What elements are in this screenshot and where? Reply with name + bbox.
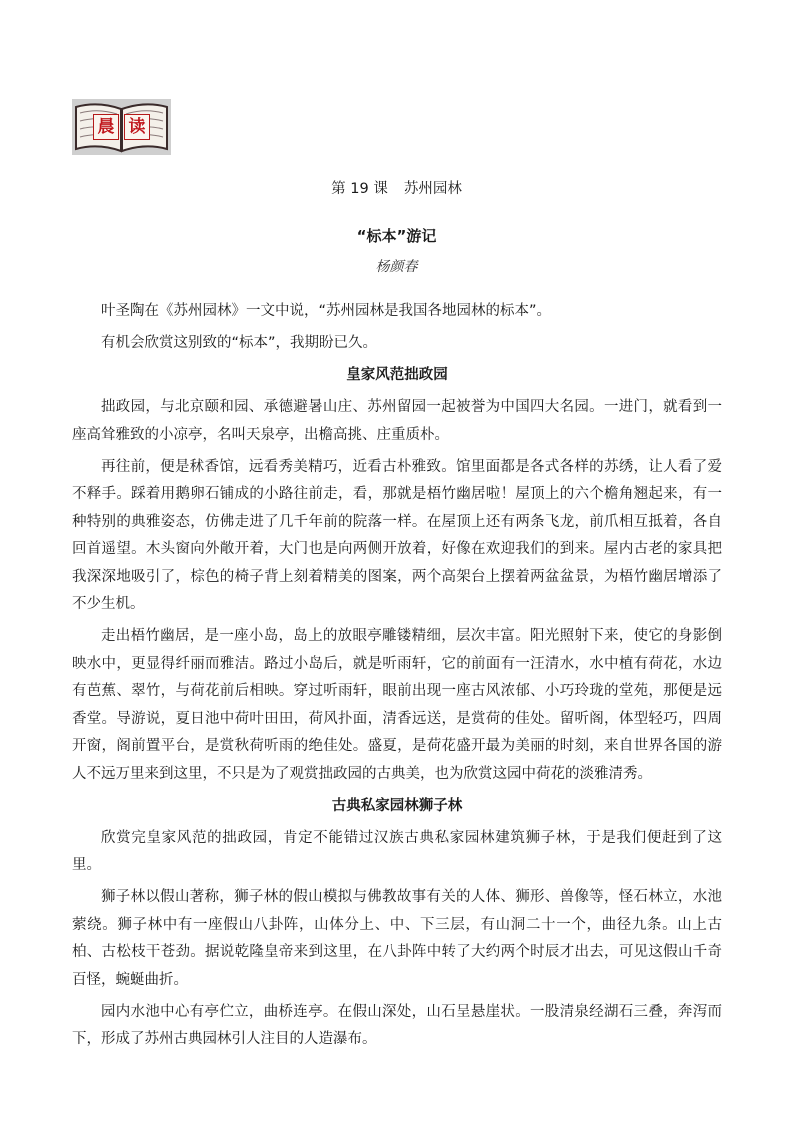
lesson-name: 苏州园林	[403, 181, 462, 197]
chendu-logo	[72, 99, 171, 155]
intro-paragraph: 有机会欣赏这别致的“标本”，我期盼已久。	[101, 335, 378, 351]
open-book-icon	[72, 99, 171, 155]
essay-author: 杨颜春	[375, 259, 418, 275]
body-paragraph: 狮子林以假山著称，狮子林的假山模拟与佛教故事有关的人体、狮形、兽像等，怪石林立，水池萦绕。狮子林中有一座假山八卦阵，山体分上、中、下三层，有山洞二十一个，曲径九条。山上古柏、古松枝干苍劲。据说乾隆皇帝来到这里，在八卦阵中转了大约两个时辰才出去，可见这假山千奇百怪，蜿蜒曲折。	[72, 889, 722, 988]
body-paragraph: 园内水池中心有亭伫立，曲桥连亭。在假山深处，山石呈悬崖状。一股清泉经湖石三叠，奔泻而下，形成了苏州古典园林引人注目的人造瀑布。	[72, 1003, 722, 1047]
body-paragraph: 再往前，便是秫香馆，远看秀美精巧，近看古朴雅致。馆里面都是各式各样的苏绣，让人看了爱不释手。踩着用鹅卵石铺成的小路往前走，看，那就是梧竹幽居啦！屋顶上的六个檐角翘起来，有一种特别的典雅姿态，仿佛走进了几千年前的院落一样。在屋顶上还有两条飞龙，前爪相互抵着，各自回首遥望。木头窗向外敞开着，大门也是向两侧开放着，好像在欢迎我们的到来。屋内古老的家具把我深深地吸引了，棕色的椅子背上刻着精美的图案，两个高架台上摆着两盆盆景，为梧竹幽居增添了不少生机。	[72, 458, 722, 612]
essay-title: “标本”游记	[356, 227, 437, 245]
intro-paragraph: 叶圣陶在《苏州园林》一文中说，“苏州园林是我国各地园林的标本”。	[101, 303, 552, 319]
body-paragraph: 拙政园，与北京颐和园、承德避暑山庄、苏州留园一起被誉为中国四大名园。一进门，就看到一座高耸雅致的小凉亭，名叫天泉亭，出檐高挑、庄重质朴。	[72, 399, 722, 443]
body-paragraph: 走出梧竹幽居，是一座小岛，岛上的放眼亭雕镂精细，层次丰富。阳光照射下来，使它的身影倒映水中，更显得纤丽而雅洁。路过小岛后，就是听雨轩，它的前面有一汪清水，水中植有荷花，水边有芭蕉、翠竹，与荷花前后相映。穿过听雨轩，眼前出现一座古风浓郁、小巧玲珑的堂苑，那便是远香堂。导游说，夏日池中荷叶田田，荷风扑面，清香远送，是赏荷的佳处。留听阁，体型轻巧，四周开窗，阁前置平台，是赏秋荷听雨的绝佳处。盛夏，是荷花盛开最为美丽的时刻，来自世界各国的游人不远万里来到这里，不只是为了观赏拙政园的古典美，也为欣赏这园中荷花的淡雅清秀。	[72, 628, 722, 782]
logo-char-du: 读	[124, 114, 150, 140]
logo-char-chen: 晨	[93, 114, 119, 140]
lesson-number: 第 19 课	[331, 181, 388, 197]
section-heading: 皇家风范拙政园	[346, 367, 448, 383]
essay-body	[72, 298, 722, 1058]
lesson-title	[0, 179, 793, 199]
section-heading: 古典私家园林狮子林	[331, 797, 463, 814]
body-paragraph: 欣赏完皇家风范的拙政园，肯定不能错过汉族古典私家园林建筑狮子林，于是我们便赶到了这里。	[72, 829, 722, 873]
